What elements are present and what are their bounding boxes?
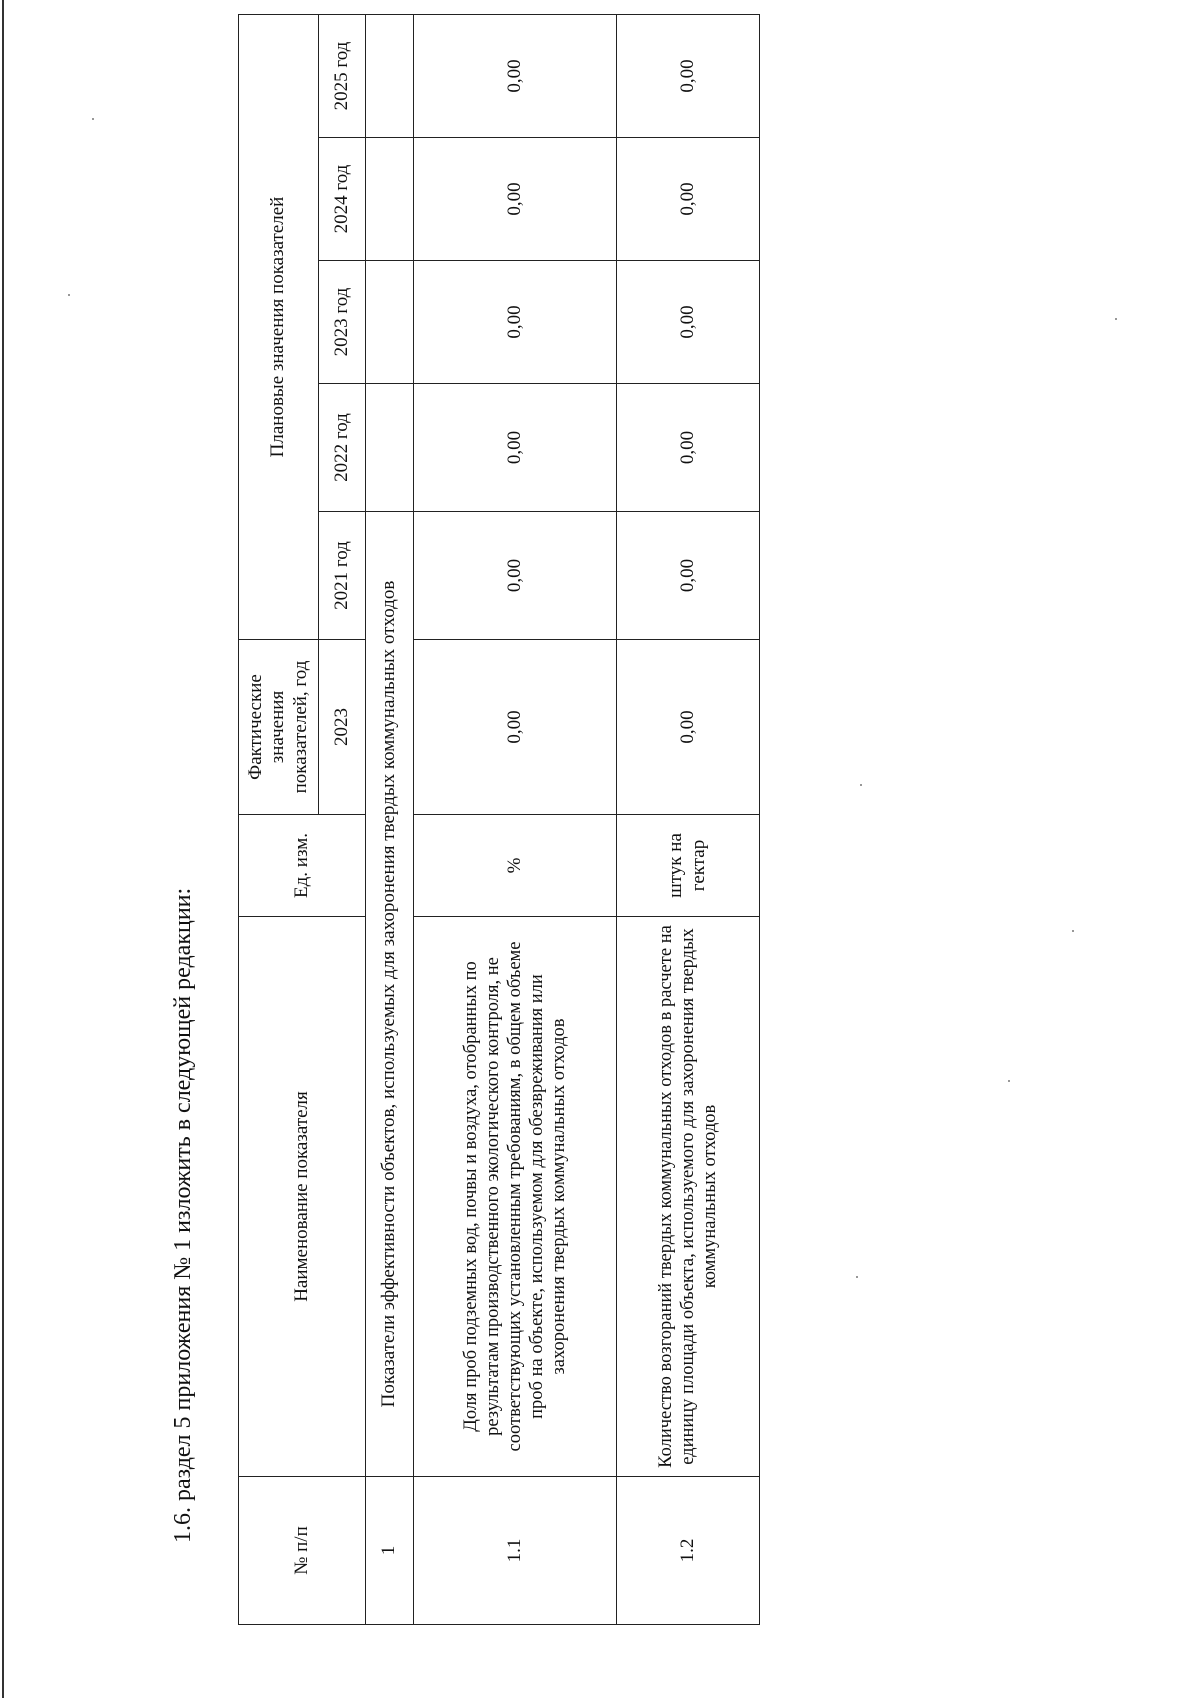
row-unit: штук на гектар — [617, 815, 760, 917]
row-num: 1.1 — [414, 1477, 617, 1625]
header-num: № п/п — [239, 1477, 366, 1625]
header-plan-year: 2022 год — [319, 384, 366, 512]
row-plan-value: 0,00 — [617, 512, 760, 640]
row-plan-value: 0,00 — [617, 14, 760, 137]
header-plan-year: 2025 год — [319, 14, 366, 137]
section-empty-cell — [366, 384, 414, 512]
section-empty-cell — [366, 138, 414, 261]
section-title: Показатели эффективности объектов, используемых для захоронения твердых коммунальных отходов — [366, 512, 414, 1477]
header-actual-group: Фактические значения показателей, год — [239, 640, 319, 815]
row-plan-value: 0,00 — [617, 261, 760, 384]
document-heading: 1.6. раздел 5 приложения № 1 изложить в следующей редакции: — [170, 887, 196, 1543]
section-row — [366, 14, 414, 1624]
row-plan-value: 0,00 — [414, 261, 617, 384]
table-row — [617, 14, 760, 1624]
row-plan-value: 0,00 — [414, 14, 617, 137]
row-num: 1.2 — [617, 1477, 760, 1625]
row-actual-value: 0,00 — [414, 640, 617, 815]
row-plan-value: 0,00 — [414, 138, 617, 261]
row-indicator-name: Доля проб подземных вод, почвы и воздуха, отобранных по результатам производственного экологического контроля, не соответствующих установленным требованиям, в общем объеме проб на объекте, используемом для обезвреживания или захоронения твердых коммунальных отходов — [414, 917, 617, 1477]
section-empty-cell — [366, 261, 414, 384]
row-plan-value: 0,00 — [617, 384, 760, 512]
header-row — [239, 14, 319, 1624]
header-unit: Ед. изм. — [239, 815, 366, 917]
row-plan-value: 0,00 — [617, 138, 760, 261]
header-plan-group: Плановые значения показателей — [239, 14, 319, 639]
header-plan-year: 2024 год — [319, 138, 366, 261]
header-actual-year: 2023 — [319, 640, 366, 815]
section-empty-cell — [366, 14, 414, 137]
row-indicator-name: Количество возгораний твердых коммунальных отходов в расчете на единицу площади объекта, используемого для захоронения твердых коммунальных отходов — [617, 917, 760, 1477]
header-plan-year: 2021 год — [319, 512, 366, 640]
header-name: Наименование показателя — [239, 917, 366, 1477]
indicators-table — [238, 14, 760, 1625]
row-unit: % — [414, 815, 617, 917]
row-plan-value: 0,00 — [414, 512, 617, 640]
header-plan-year: 2023 год — [319, 261, 366, 384]
row-actual-value: 0,00 — [617, 640, 760, 815]
table-row — [414, 14, 617, 1624]
section-num: 1 — [366, 1477, 414, 1625]
row-plan-value: 0,00 — [414, 384, 617, 512]
